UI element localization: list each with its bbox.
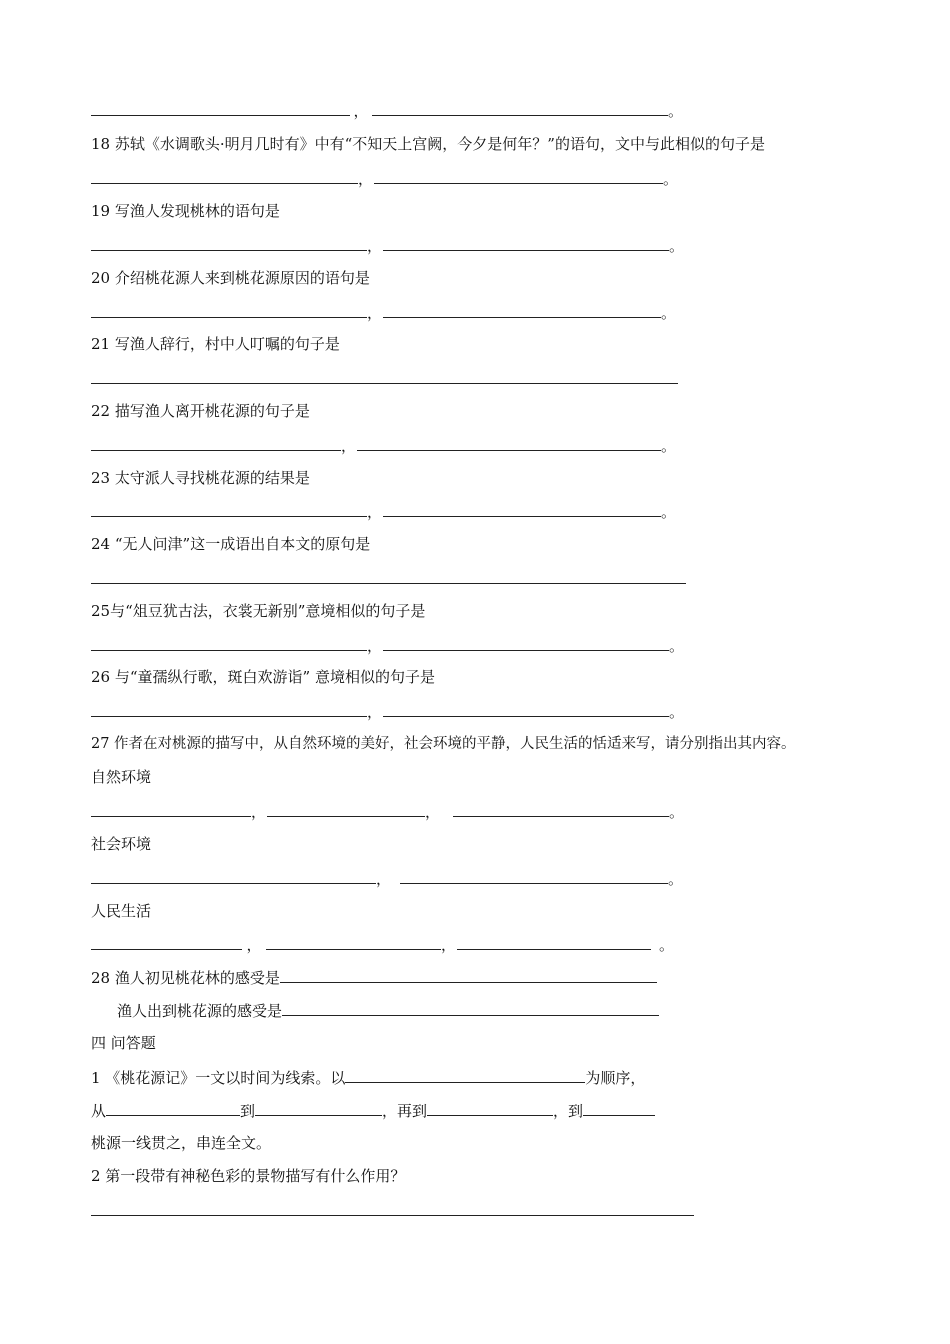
answer-line-natural: ， ， 。 — [91, 801, 684, 821]
answer-blank[interactable] — [91, 100, 350, 116]
answer-blank[interactable] — [383, 501, 661, 517]
answer-blank[interactable] — [91, 801, 251, 817]
answer-blank[interactable] — [453, 801, 669, 817]
answer-blank[interactable] — [91, 868, 376, 884]
answer-blank[interactable] — [91, 934, 242, 950]
answer-blank[interactable] — [282, 1000, 659, 1016]
answer-blank[interactable] — [91, 435, 341, 451]
answer-line-23: ， 。 — [91, 501, 676, 521]
answer-blank[interactable] — [457, 934, 651, 950]
answer-blank[interactable] — [91, 168, 358, 184]
answer-blank[interactable] — [383, 635, 669, 651]
answer-line-22: ， 。 — [91, 435, 676, 455]
question-27: 27 作者在对桃源的描写中，从自然环境的美好，社会环境的平静，人民生活的恬适来写，请分别指出其内容。 — [91, 736, 796, 752]
answer-line-25: ， 。 — [91, 635, 684, 655]
label-natural: 自然环境 — [91, 768, 152, 786]
answer-blank[interactable] — [400, 868, 668, 884]
answer-blank[interactable] — [91, 501, 367, 517]
question-23: 23 太守派人寻找桃花源的结果是 — [91, 469, 310, 487]
answer-line-20: ， 。 — [91, 302, 676, 322]
answer-blank[interactable] — [372, 100, 668, 116]
answer-line-24[interactable] — [91, 583, 686, 584]
question-24: 24 “无人问津”这一成语出自本文的原句是 — [91, 535, 371, 553]
qa1-line2: 从 到 ，再到 ，到 — [91, 1100, 655, 1120]
answer-blank[interactable] — [583, 1100, 655, 1116]
question-28-line1: 28 渔人初见桃花林的感受是 — [91, 967, 657, 987]
section-title: 四 问答题 — [91, 1034, 156, 1052]
question-25: 25与“俎豆犹古法，衣裳无新别”意境相似的句子是 — [91, 602, 426, 620]
qa1-line1: 1 《桃花源记》一文以时间为线索。以 为顺序， — [91, 1069, 646, 1087]
answer-blank[interactable] — [255, 1100, 382, 1116]
question-20: 20 介绍桃花源人来到桃花源原因的语句是 — [91, 269, 370, 287]
qa1-line3: 桃源一线贯之，串连全文。 — [91, 1134, 272, 1152]
answer-line-social: ， 。 — [91, 868, 683, 888]
answer-blank[interactable] — [91, 701, 367, 717]
answer-line-26: ， 。 — [91, 701, 684, 721]
answer-blank[interactable] — [357, 435, 661, 451]
answer-blank[interactable] — [427, 1100, 553, 1116]
question-19: 19 写渔人发现桃林的语句是 — [91, 202, 280, 220]
answer-blank[interactable] — [267, 801, 425, 817]
answer-line-21[interactable] — [91, 383, 678, 384]
question-18: 18 苏轼《水调歌头·明月几时有》中有“不知天上宫阙，今夕是何年？”的语句，文中与此相似的句子是 — [91, 135, 765, 153]
answer-line-qa2[interactable] — [91, 1215, 694, 1216]
answer-blank[interactable] — [91, 635, 367, 651]
question-22: 22 描写渔人离开桃花源的句子是 — [91, 402, 310, 420]
label-people: 人民生活 — [91, 902, 152, 920]
answer-line-19: ， 。 — [91, 235, 684, 255]
answer-blank[interactable] — [374, 168, 663, 184]
answer-line-18: ， 。 — [91, 168, 678, 188]
answer-blank[interactable] — [345, 1067, 585, 1083]
answer-blank[interactable] — [91, 302, 367, 318]
label-social: 社会环境 — [91, 835, 152, 853]
answer-blank[interactable] — [91, 235, 367, 251]
qa2-question: 2 第一段带有神秘色彩的景物描写有什么作用？ — [91, 1167, 406, 1185]
question-26: 26 与“童孺纵行歌，斑白欢游诣” 意境相似的句子是 — [91, 668, 435, 686]
question-28-line2: 渔人出到桃花源的感受是 — [117, 1000, 659, 1020]
answer-blank[interactable] — [266, 934, 441, 950]
question-21: 21 写渔人辞行，村中人叮嘱的句子是 — [91, 335, 340, 353]
answer-blank[interactable] — [280, 967, 657, 983]
answer-blank[interactable] — [383, 701, 669, 717]
answer-blank[interactable] — [383, 235, 669, 251]
answer-line-people: ， ， 。 — [91, 934, 674, 954]
answer-blank[interactable] — [383, 302, 661, 318]
answer-line-17: ， 。 — [91, 100, 683, 120]
answer-blank[interactable] — [106, 1100, 240, 1116]
